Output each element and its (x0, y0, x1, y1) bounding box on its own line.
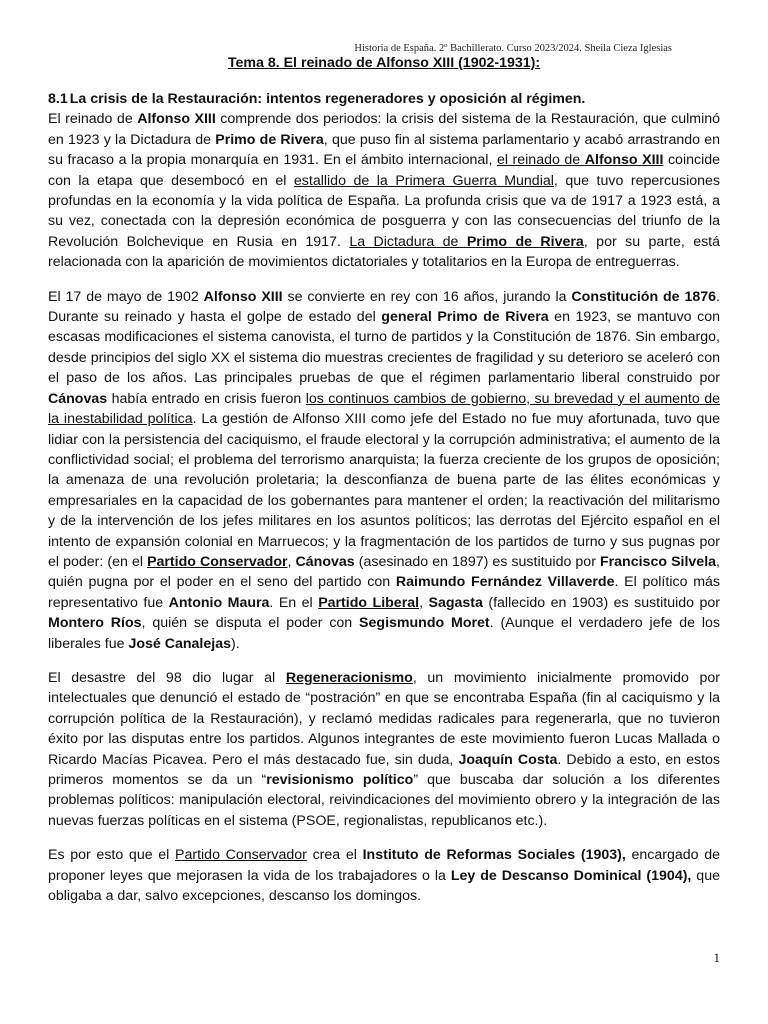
text-run: . Durante su reinado y hasta el golpe de estado del (48, 288, 720, 326)
text-run: (asesinado en 1897) es sustituido por (354, 553, 600, 570)
bold-term: Raimundo Fernández Villaverde (395, 574, 615, 591)
text-run: crea el (306, 847, 363, 864)
underlined-text: estallido de la Primera Guerra Mundial, (293, 172, 558, 189)
bold-underlined-term: Alfonso XIII (584, 152, 664, 169)
bold-term: Instituto de Reformas Sociales (1903), (362, 847, 626, 864)
underlined-text: Partido Conservador (175, 847, 307, 864)
text-run: ). (230, 635, 240, 652)
paragraph-1 (48, 109, 720, 272)
bold-term: Francisco Silvela (599, 553, 717, 570)
text-run: , que puso fin al sistema parlamentario y acabó arrastrando en su fracaso a la propia monarquía en 1931. En el ámbito internacional, (48, 131, 720, 169)
bold-term: Antonio Maura (168, 594, 270, 611)
bold-term: Joaquín Costa (458, 751, 558, 768)
bold-term: Ley de Descanso Dominical (1904), (450, 867, 692, 884)
text-run: , por su parte, está relacionada con la aparición de movimientos dictatoriales y totalitarios en la Europa de entreguerras. (48, 233, 721, 271)
text-run: Es por esto que el (48, 847, 176, 864)
text-run: , quién pugna por el poder en el seno del partido con (48, 553, 720, 591)
paragraph-4 (48, 845, 720, 906)
bold-underlined-term: Partido Liberal (318, 594, 420, 611)
document-body (48, 89, 720, 920)
text-run: coincide con la etapa que desembocó en el (48, 152, 721, 189)
text-run: . El político más representativo fue (48, 574, 720, 611)
text-run: El 17 de mayo de 1902 (48, 288, 204, 305)
underlined-text: el reinado de (496, 152, 585, 169)
section-number: 8.1 (48, 91, 68, 107)
bold-term: Constitución de 1876 (571, 288, 717, 305)
text-run: (fallecido en 1903) es sustituido por (482, 594, 721, 611)
section-heading-text: La crisis de la Restauración: intentos regeneradores y oposición al régimen. (69, 91, 586, 107)
bold-term: Montero Ríos (48, 615, 142, 632)
paragraph-3 (48, 668, 720, 831)
page-number: 1 (713, 950, 720, 965)
bold-term: Primo de Rivera (215, 131, 324, 148)
bold-underlined-term: Regeneracionismo (285, 669, 413, 686)
text-run: había entrado en crisis fueron (107, 390, 306, 407)
bold-term: Segismundo Moret (359, 615, 490, 632)
text-run: se convierte en rey con 16 años, jurando la (282, 288, 572, 305)
text-run: , quién se disputa el poder con (141, 615, 360, 632)
bold-term: José Canalejas (128, 635, 231, 652)
underlined-text: La Dictadura de (349, 233, 467, 250)
text-run: . En el (269, 594, 319, 611)
text-run: encargado de proponer leyes que mejorasen la vida de los trabajadores o la (48, 847, 721, 884)
text-run: El desastre del 98 dio lugar al (48, 669, 286, 686)
text-run: en 1923, se mantuvo con escasas modificaciones el sistema canovista, el turno de partidos y la Constitución de 1876. Sin embargo, desde principios del siglo XX el sistema dio muestras crecientes de fragilidad y su deterioro se aceleró con el paso de los años. Las principales pruebas de que el régimen parlamentario liberal construido por (48, 309, 720, 387)
bold-underlined-term: Partido Conservador (147, 553, 288, 570)
bold-term: Cánovas (48, 390, 108, 407)
bold-term: Cánovas (295, 553, 355, 570)
bold-term: revisionismo político (266, 772, 414, 788)
document-title: Tema 8. El reinado de Alfonso XIII (1902-1931): (227, 55, 541, 71)
paragraph-2 (48, 287, 720, 654)
text-run: . Debido a esto, en estos primeros momentos se da un “ (48, 751, 720, 788)
bold-underlined-term: Primo de Rivera (466, 233, 584, 250)
text-run: . (Aunque el verdadero jefe de los liberales fue (48, 615, 721, 652)
bold-term: Alfonso XIII (137, 111, 216, 128)
text-run: que obligaba a dar, salvo excepciones, descanso los domingos. (48, 867, 720, 905)
bold-term: Alfonso XIII (203, 288, 283, 305)
bold-term: general Primo de Rivera (381, 309, 549, 326)
text-run: El reinado de (48, 111, 138, 128)
bold-term: Sagasta (428, 594, 483, 611)
text-run: comprende dos periodos: la crisis del sistema de la Restauración, que culminó en 1923 y la Dictadura de (48, 111, 720, 148)
text-run: , un movimiento inicialmente promovido por intelectuales que denunció el estado de “postración” en que se encontraba España (fin al caciquismo y la corrupción política de la Restauración), y reclamó medidas radicales para regenerarla, que no tuvieron éxito por las disputas entre los partidos. Algunos integrantes de este movimiento fueron Lucas Mallada o Ricardo Macías Picavea. Pero el más destacado fue, sin duda, (48, 669, 721, 768)
text-run: , (287, 553, 296, 570)
running-header: Historia de España. 2º Bachillerato. Curso 2023/2024. Sheila Cieza Iglesias (354, 43, 672, 54)
text-run: , (419, 594, 429, 611)
text-run: ” que buscaba dar solución a los diferentes problemas políticos: manipulación electoral, reivindicaciones del movimiento obrero y la integración de las nuevas fuerzas políticas en el sistema (PSOE, regionalistas, republicanos etc.). (48, 772, 720, 829)
underlined-text: los continuos cambios de gobierno, su brevedad y el aumento de la inestabilidad política (48, 390, 720, 428)
section-heading (48, 89, 720, 109)
text-run: . La gestión de Alfonso XIII como jefe del Estado no fue muy afortunada, tuvo que lidiar con la persistencia del caciquismo, el fraude electoral y la corrupción administrativa; el aumento de la conflictividad social; el problema del terrorismo anarquista; la fuerza creciente de los grupos de oposición; la amenaza de una revolución proletaria; la desconfianza de buena parte de las élites económicas y empresariales en la capacidad de los gobernantes para mantener el orden; la reactivación del militarismo y de la intervención de los jefes militares en los asuntos políticos; las derrotas del Ejército español en el intento de expansión colonial en Marruecos; y la fragmentación de los partidos de turno y sus pugnas por el poder: (en el (48, 411, 721, 570)
text-run: que tuvo repercusiones profundas en la economía y la vida política de España. La profunda crisis que va de 1917 a 1923 está, a su vez, conectada con la depresión económica de posguerra y con las consecuencias del triunfo de la Revolución Bolchevique en Rusia en 1917. (48, 172, 720, 250)
